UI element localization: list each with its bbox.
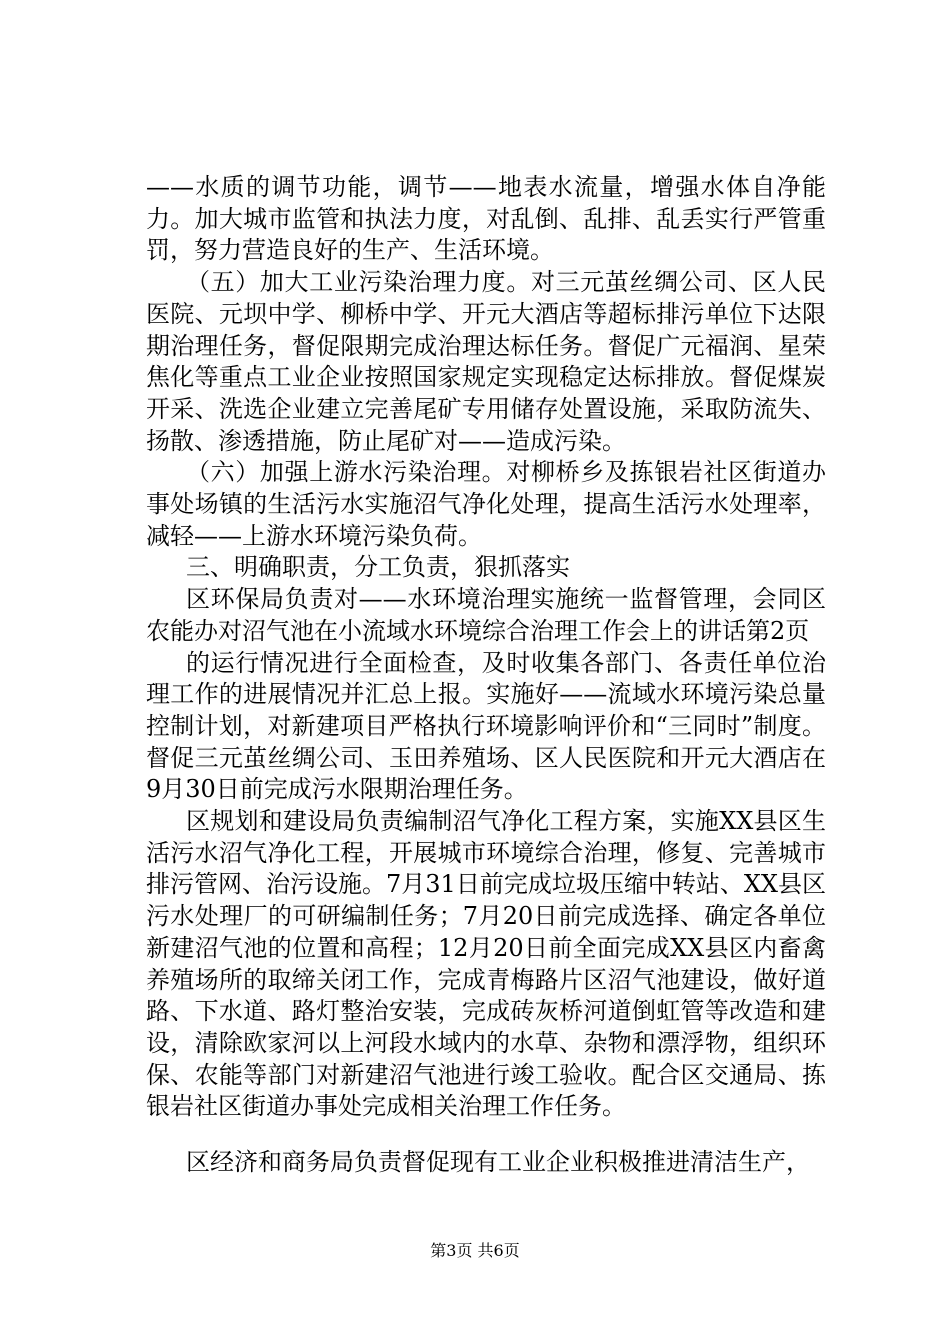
paragraph-environment-bureau: 区环保局负责对——水环境治理实施统一监督管理，会同区农能办对沼气池在小流域水环境综合治理工作会上的讲话第2页 [146,585,826,645]
paragraph-section-6: （六）加强上游水污染治理。对柳桥乡及拣银岩社区街道办事处场镇的生活污水实施沼气净化处理，提高生活污水处理率，减轻——上游水环境污染负荷。 [146,458,826,550]
paragraph-economy-bureau: 区经济和商务局负责督促现有工业企业积极推进清洁生产， [186,1148,810,1177]
paragraph-environment-bureau-cont: 的运行情况进行全面检查，及时收集各部门、各责任单位治理工作的进展情况并汇总上报。实施好——流域水环境污染总量控制计划，对新建项目严格执行环境影响评价和“三同时”制度。督促三元茧丝绸公司、玉田养殖场、区人民医院和开元大酒店在9月30日前完成污水限期治理任务。 [146,648,826,804]
paragraph-continued: ——水质的调节功能，调节——地表水流量，增强水体自净能力。加大城市监管和执法力度，对乱倒、乱排、乱丢实行严管重罚，努力营造良好的生产、生活环境。 [146,173,826,265]
paragraph-section-5: （五）加大工业污染治理力度。对三元茧丝绸公司、区人民医院、元坝中学、柳桥中学、开元大酒店等超标排污单位下达限期治理任务，督促限期完成治理达标任务。督促广元福润、星荣焦化等重点工业企业按照国家规定实现稳定达标排放。督促煤炭开采、洗选企业建立完善尾矿专用储存处置设施，采取防流失、扬散、渗透措施，防止尾矿对——造成污染。 [146,268,826,455]
page-footer: 第3页 共6页 [430,1241,520,1260]
document-body [146,172,826,1179]
section-heading-3: 三、明确职责，分工负责，狠抓落实 [186,553,570,582]
paragraph-planning-bureau: 区规划和建设局负责编制沼气净化工程方案，实施XX县区生活污水沼气净化工程，开展城市环境综合治理，修复、完善城市排污管网、治污设施。7月31日前完成垃圾压缩中转站、XX县区污水处理厂的可研编制任务；7月20日前完成选择、确定各单位新建沼气池的位置和高程；12月20日前全面完成XX县区内畜禽养殖场所的取缔关闭工作，完成青梅路片区沼气池建设，做好道路、下水道、路灯整治安装，完成砖灰桥河道倒虹管等改造和建设，清除欧家河以上河段水域内的水草、杂物和漂浮物，组织环保、农能等部门对新建沼气池进行竣工验收。配合区交通局、拣银岩社区街道办事处完成相关治理工作任务。 [146,807,826,1121]
